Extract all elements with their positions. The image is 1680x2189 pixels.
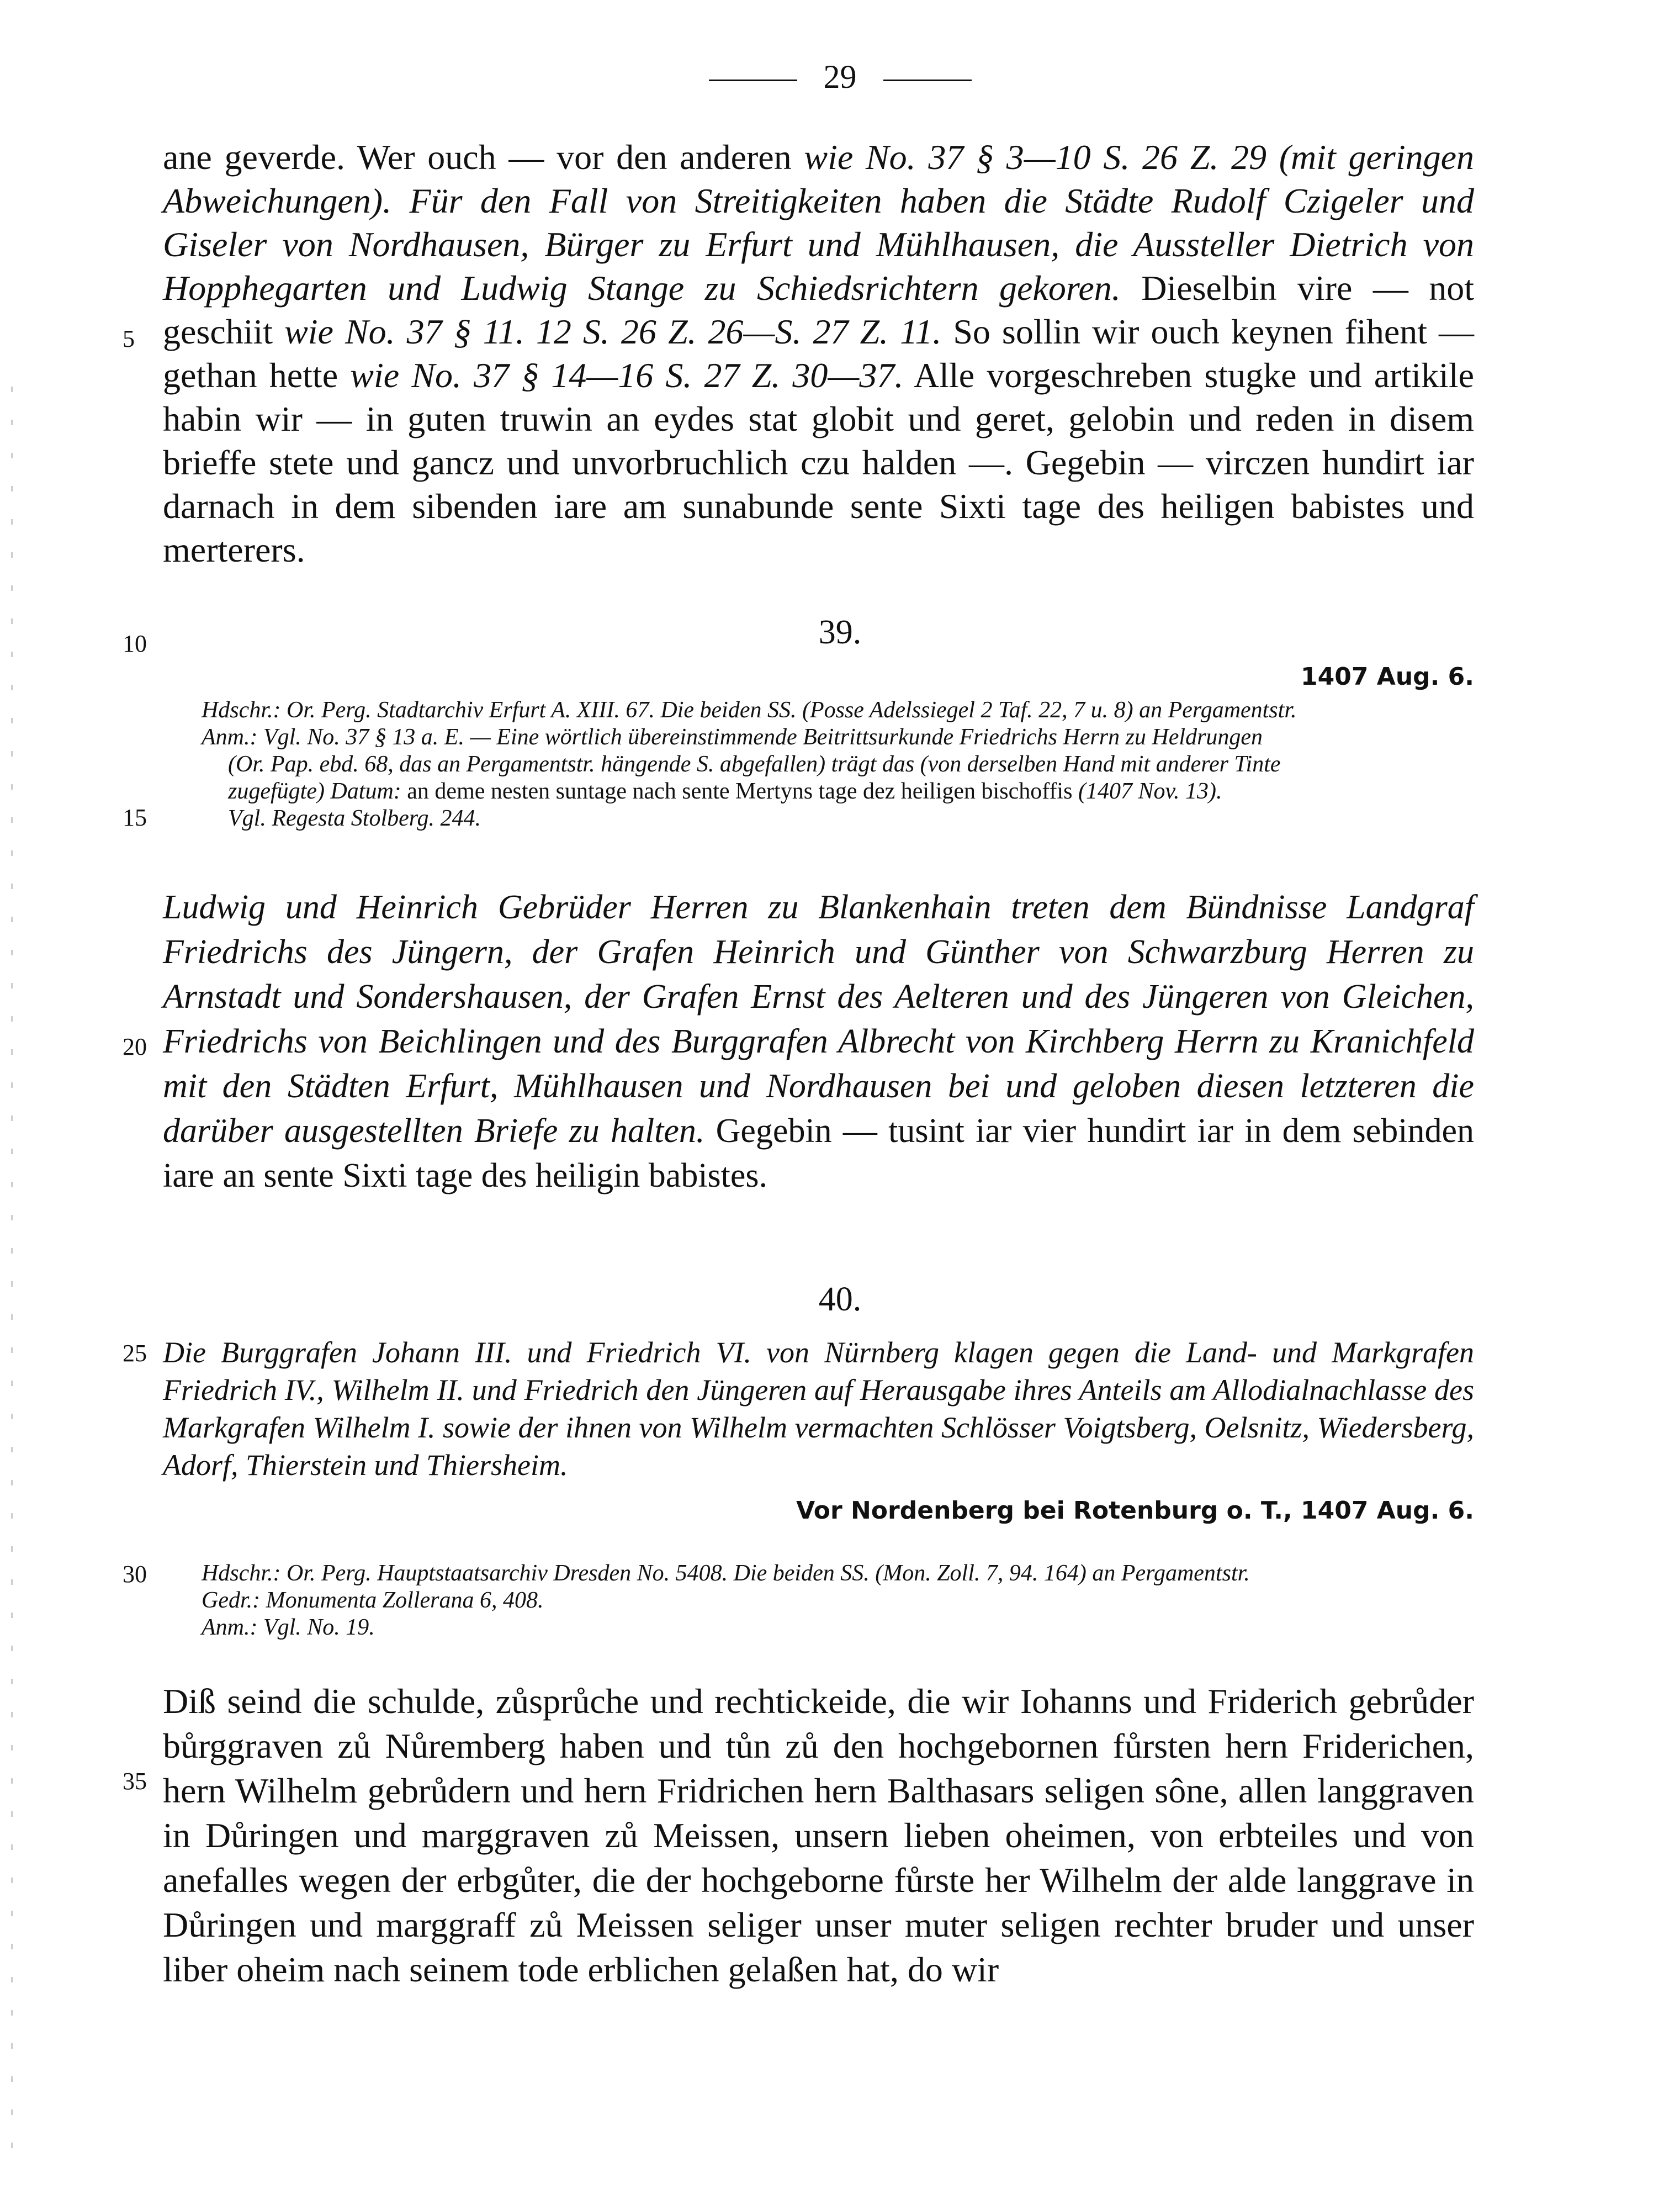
doc39-note-date-label: zugefügte) Datum:	[228, 779, 407, 804]
doc40-text: Diß seind die schulde, zůsprůche und rechtickeide, die wir Iohanns und Friderich gebrůder bůrggraven zů Nůremberg haben und tůn zů den hochgebornen fůrsten hern Friderichen, hern Wilhelm gebrůdern und hern Fridrichen hern Balthasars seligen sône, allen langgraven in Důringen und marggraven zů Meissen, unsern lieben oheimen, von erbteiles und von anefalles wegen der erbgůter, die der hochgeborne fůrste her Wilhelm der alde langgrave in Důringen und marggraff zů Meissen seliger unser muter seligen rechter bruder und unser liber oheim nach seinem tode erblichen gelaßen hat, do wir	[163, 1682, 1474, 1989]
para1-italic-1: wie No. 37 § 3—10 S. 26 Z. 29 (mit geringen Abweichungen). Für den Fall von Streitigkeiten haben die Städte Rudolf Czigeler und Giseler von Nordhausen, Bürger zu Erfurt und Mühlhausen, die Aussteller Dietrich von Hopphegarten und Ludwig Stange zu Schiedsrichtern gekoren.	[163, 138, 1475, 308]
doc39-note-line	[202, 778, 1474, 805]
line-number: 20	[123, 1033, 147, 1060]
line-number: 10	[123, 630, 147, 657]
para1-text-4: Alle vorgeschreben stugke und artikile habin wir — in guten truwin an eydes stat globit und geret, gelobin und reden in disem brieffe stete und gancz und unvorbruchlich czu halden —. Gegebin — virczen hundirt iar darnach in dem sibenden iare am sunabunde sente Sixti tage des heiligen babistes und merterers.	[163, 356, 1475, 569]
doc39-note-line: Hdschr.: Or. Perg. Stadtarchiv Erfurt A. XIII. 67. Die beiden SS. (Posse Adelssiegel 2 Taf. 22, 7 u. 8) an Pergamentstr.	[202, 697, 1297, 723]
header-rule-left	[709, 80, 797, 81]
doc40-note-line: Anm.: Vgl. No. 19.	[202, 1615, 375, 1640]
doc39-summary-italic: Ludwig und Heinrich Gebrüder Herren zu Blankenhain treten dem Bündnisse Landgraf Friedrichs des Jüngern, der Grafen Heinrich und Günther von Schwarzburg Herren zu Arnstadt und Sondershausen, der Grafen Ernst des Aelteren und des Jüngeren von Gleichen, Friedrichs von Beichlingen und des Burggrafen Albrecht von Kirchberg Herrn zu Kranichfeld mit den Städten Erfurt, Mühlhausen und Nordhausen bei und geloben diesen letzteren die darüber ausgestellten Briefe zu halten.	[163, 889, 1474, 1150]
para1-text-3: So sollin wir ouch keynen fihent — gethan hette	[163, 312, 1475, 395]
line-number: 5	[123, 325, 135, 352]
doc39-summary	[163, 885, 1474, 1198]
header-rule-right	[883, 80, 972, 81]
para1-italic-3: wie No. 37 § 14—16 S. 27 Z. 30—37.	[350, 356, 904, 395]
paragraph-doc38-end	[163, 135, 1474, 572]
doc39-note-line: Vgl. Regesta Stolberg. 244.	[228, 806, 481, 831]
para1-italic-2: wie No. 37 § 11. 12 S. 26 Z. 26—S. 27 Z. 11.	[284, 312, 942, 351]
line-number: 15	[123, 804, 147, 831]
doc39-note-date-value: (1407 Nov. 13).	[1072, 779, 1222, 804]
doc39-note-date-text: an deme nesten suntage nach sente Mertyns tage dez heiligen bischoffis	[407, 779, 1073, 804]
doc40-note-line: Gedr.: Monumenta Zollerana 6, 408.	[202, 1588, 544, 1613]
doc40-note-line: Hdschr.: Or. Perg. Hauptstaatsarchiv Dresden No. 5408. Die beiden SS. (Mon. Zoll. 7, 94. 164) an Pergamentstr.	[202, 1561, 1250, 1586]
doc40-place-date: Vor Nordenberg bei Rotenburg o. T., 1407 Aug. 6.	[796, 1497, 1474, 1525]
doc40-heading: 40.	[818, 1281, 862, 1318]
doc40-summary: Die Burggrafen Johann III. und Friedrich VI. von Nürnberg klagen gegen die Land- und Markgrafen Friedrich IV., Wilhelm II. und Friedrich den Jüngeren auf Herausgabe ihres Anteils am Allodialnachlasse des Markgrafen Wilhelm I. sowie der ihnen von Wilhelm vermachten Schlösser Voigtsberg, Oelsnitz, Wiedersberg, Adorf, Thierstein und Thiersheim.	[163, 1336, 1474, 1482]
para1-text-2: Dieselbin vire — not geschiit	[163, 268, 1475, 351]
line-number: 30	[123, 1561, 147, 1588]
para1-text-1: ane geverde. Wer ouch — vor den anderen	[163, 138, 804, 177]
line-number: 35	[123, 1768, 147, 1795]
doc39-apparatus	[202, 697, 1474, 832]
page-number: 29	[823, 59, 857, 95]
doc39-heading: 39.	[818, 614, 862, 651]
doc39-note-line: (Or. Pap. ebd. 68, das an Pergamentstr. hängende S. abgefallen) trägt das (von derselben Hand mit anderer Tinte	[228, 752, 1281, 777]
doc40-apparatus	[202, 1560, 1474, 1641]
page-header	[0, 58, 1680, 96]
line-number: 25	[123, 1340, 147, 1367]
doc39-date: 1407 Aug. 6.	[1300, 663, 1474, 691]
doc39-note-line: Anm.: Vgl. No. 37 § 13 a. E. — Eine wörtlich übereinstimmende Beitrittsurkunde Friedrichs Herrn zu Heldrungen	[202, 725, 1263, 750]
doc39-summary-text: Gegebin — tusint iar vier hundirt iar in dem sebinden iare an sente Sixti tage des heiligin babistes.	[163, 1112, 1474, 1194]
